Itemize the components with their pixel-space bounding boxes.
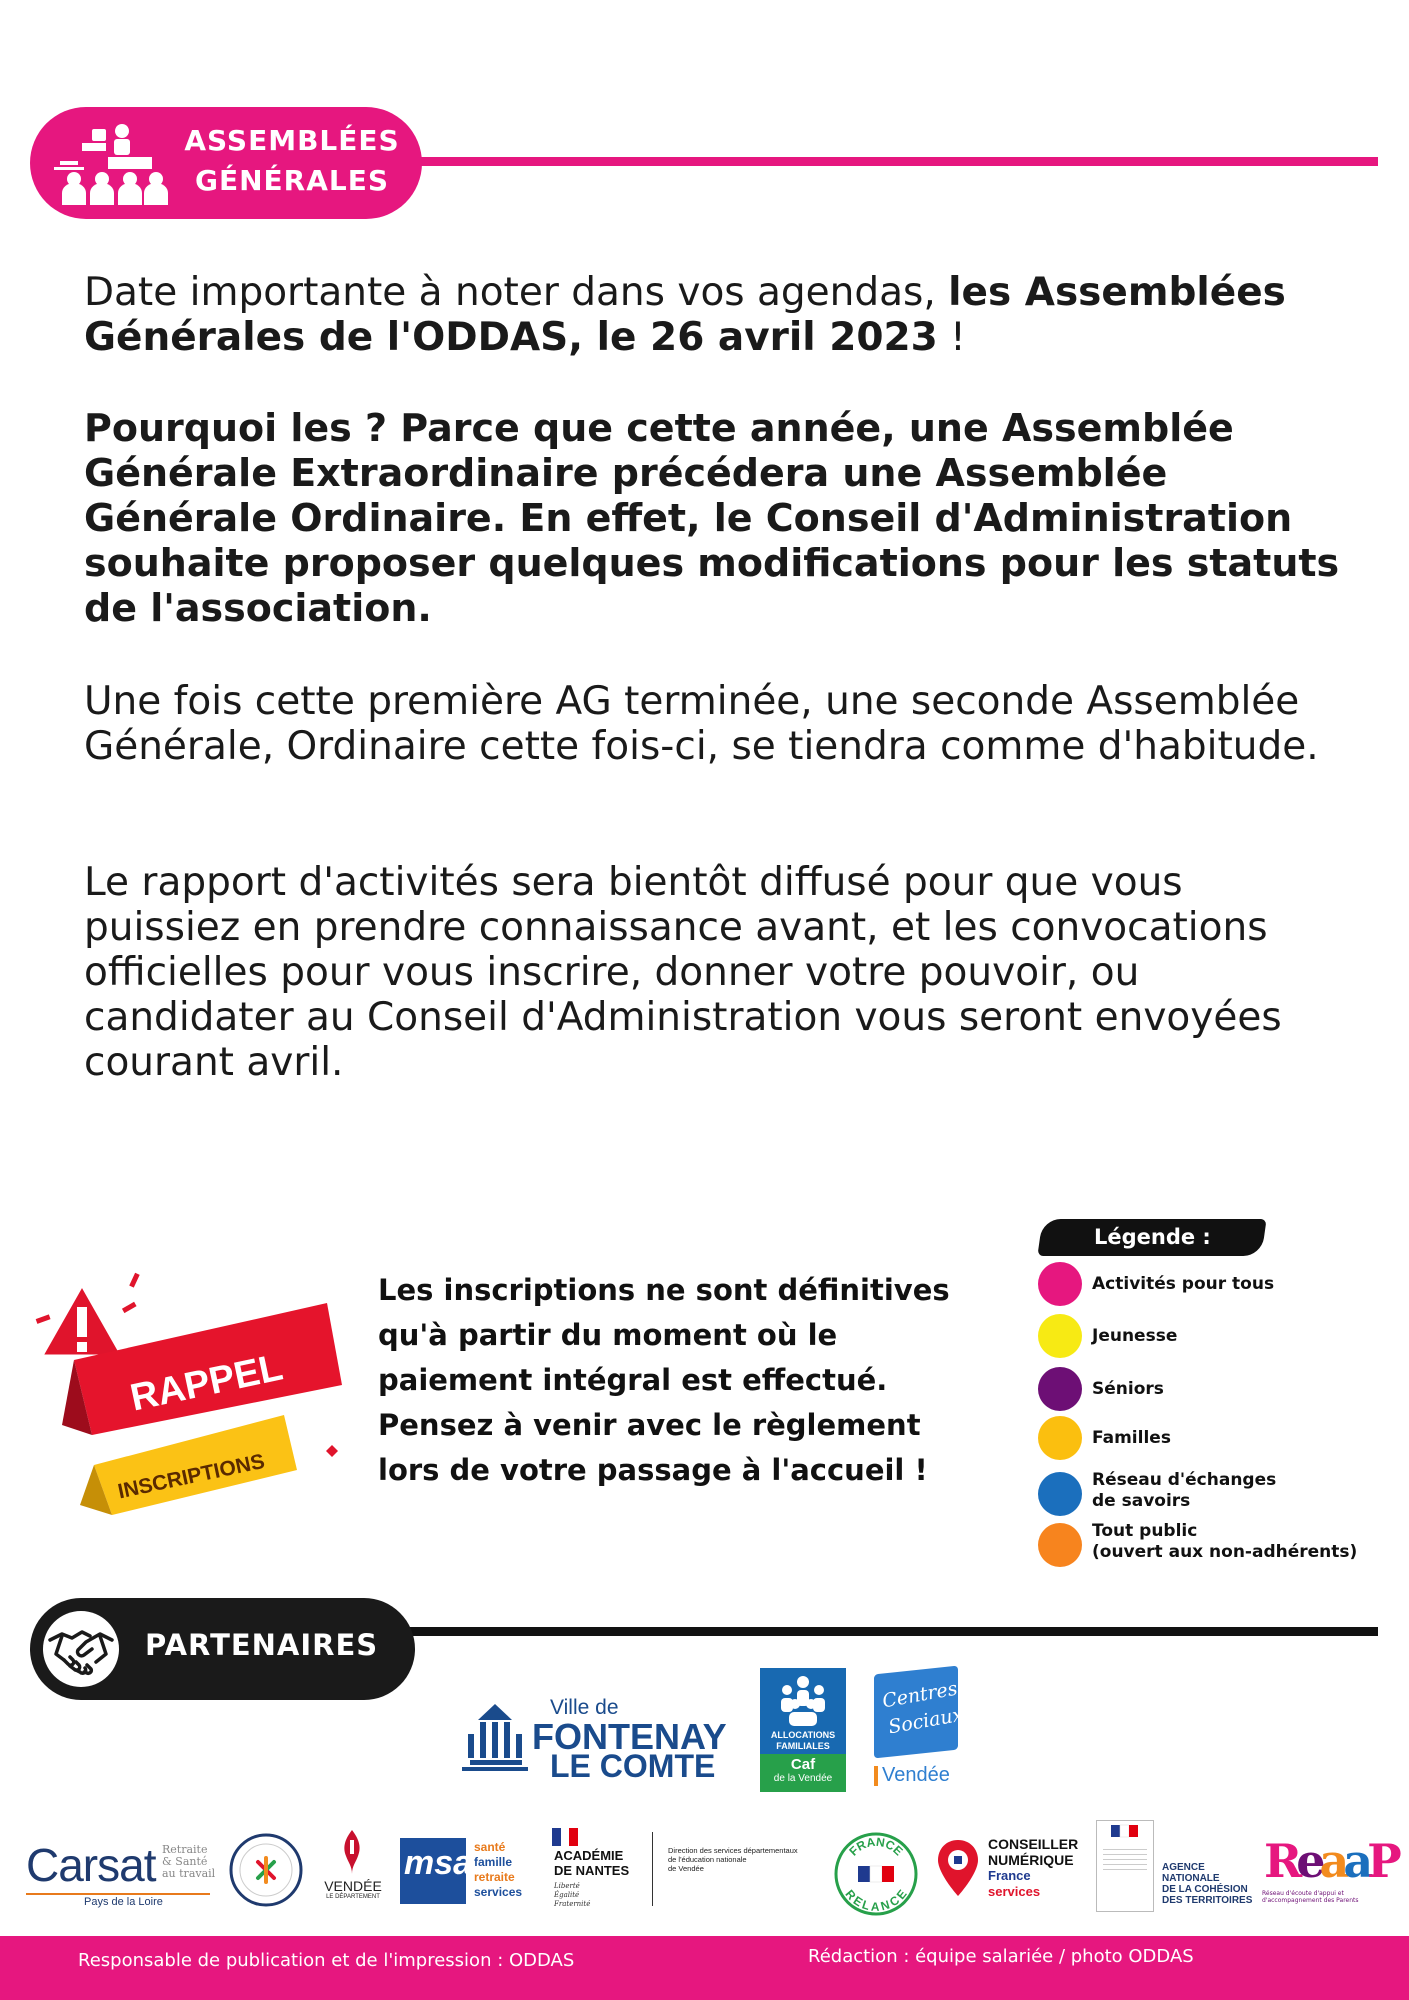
fontenay-line2: FONTENAY bbox=[532, 1716, 727, 1757]
academie-m1: Liberté bbox=[554, 1882, 580, 1890]
rappel-inscriptions-badge bbox=[22, 1265, 352, 1525]
logo-reaap bbox=[1262, 1830, 1396, 1910]
section-header-partenaires bbox=[30, 1598, 415, 1700]
conseiller-l4: services bbox=[988, 1884, 1041, 1899]
logo-centres-sociaux bbox=[872, 1670, 965, 1790]
relance-top-path: FRANCE bbox=[846, 1834, 906, 1859]
caf-line1: ALLOCATIONS bbox=[770, 1730, 836, 1740]
why-paragraph: Pourquoi les ? Parce que cette année, une Assemblée Générale Extraordinaire précédera une Assemblée Générale Ordinaire. En effet, le Conseil d'Administration souhaite proposer quelques modifications pour les statuts de l'association. bbox=[84, 406, 1340, 630]
centres-orange-bar bbox=[874, 1766, 878, 1786]
anct-l2: NATIONALE bbox=[1162, 1873, 1220, 1884]
academie-l2: DE NANTES bbox=[554, 1863, 630, 1878]
logo-msa bbox=[400, 1838, 532, 1906]
carsat-line bbox=[26, 1893, 210, 1895]
legend-label: Réseau d'échanges de savoirs bbox=[1092, 1470, 1277, 1511]
carsat-side3: au travail bbox=[162, 1867, 216, 1880]
carsat-side1: Retraite bbox=[162, 1843, 208, 1856]
section-title-line2: GÉNÉRALES bbox=[194, 164, 390, 197]
msa-l4: services bbox=[474, 1885, 523, 1899]
centres-line3: Vendée bbox=[882, 1764, 950, 1786]
academie-divider bbox=[652, 1832, 653, 1906]
legend-title-text: Légende : bbox=[1093, 1225, 1211, 1249]
legend-title bbox=[1037, 1219, 1266, 1256]
academie-l1: ACADÉMIE bbox=[554, 1848, 624, 1863]
legend-dot-orange bbox=[1038, 1523, 1082, 1567]
logo-fontenay bbox=[458, 1690, 750, 1784]
legend-dot-orange-yellow bbox=[1038, 1416, 1082, 1460]
footer-publication: Responsable de publication et de l'impression : ODDAS bbox=[78, 1950, 575, 1971]
carsat-side bbox=[162, 1844, 215, 1880]
legend-label: Tout public (ouvert aux non-adhérents) bbox=[1092, 1521, 1358, 1562]
dsden-text bbox=[668, 1846, 828, 1873]
rappel-badge-sub: INSCRIPTIONS bbox=[115, 1449, 267, 1504]
conseiller-l2: NUMÉRIQUE bbox=[988, 1852, 1074, 1868]
caf-line2: FAMILIALES bbox=[776, 1741, 830, 1751]
centres-line2: Sociaux bbox=[886, 1703, 965, 1739]
intro-date-highlight: les Assemblées Générales de l'ODDAS, le 26 avril 2023 bbox=[84, 270, 1286, 360]
ministere-logo bbox=[1096, 1820, 1154, 1912]
section-header-assemblees bbox=[30, 107, 422, 219]
label-badge-icon bbox=[228, 1832, 304, 1908]
logo-academie bbox=[552, 1828, 652, 1910]
intro-end: ! bbox=[937, 315, 966, 360]
academie-motto bbox=[554, 1882, 590, 1909]
partners-title: PARTENAIRES bbox=[145, 1628, 379, 1662]
marianne-flag-icon bbox=[552, 1828, 578, 1846]
rappel-badge-main: RAPPEL bbox=[126, 1346, 287, 1420]
vendee-sub: LE DÉPARTEMENT bbox=[326, 1894, 380, 1900]
legend-label: Séniors bbox=[1092, 1379, 1164, 1399]
logo-vendee bbox=[322, 1826, 384, 1908]
anct-l1: AGENCE bbox=[1162, 1862, 1205, 1873]
legend-dot-yellow bbox=[1038, 1314, 1082, 1358]
legend-label: Jeunesse bbox=[1092, 1326, 1178, 1346]
carsat-region: Pays de la Loire bbox=[80, 1896, 167, 1908]
second-ag-paragraph: Une fois cette première AG terminée, une seconde Assemblée Générale, Ordinaire cette fois-ci, se tiendra comme d'habitude. bbox=[84, 679, 1319, 769]
fontenay-line3: LE COMTE bbox=[550, 1748, 716, 1784]
caf-name: Caf bbox=[790, 1756, 816, 1773]
anct-l4: DES TERRITOIRES bbox=[1162, 1895, 1253, 1906]
rappel-text: Les inscriptions ne sont définitives qu'à partir du moment où le paiement intégral est effectué. Pensez à venir avec le règlement lors de votre passage à l'accueil ! bbox=[378, 1273, 950, 1487]
anct-l3: DE LA COHÉSION bbox=[1162, 1884, 1248, 1895]
section-title-line1: ASSEMBLÉES bbox=[184, 124, 400, 157]
legend-label: Activités pour tous bbox=[1092, 1274, 1275, 1294]
academie-m3: Fraternité bbox=[554, 1900, 591, 1908]
legend-dot-pink bbox=[1038, 1262, 1082, 1306]
conseiller-l1: CONSEILLER bbox=[988, 1836, 1079, 1852]
france-relance-logo bbox=[834, 1832, 918, 1916]
dsden-l1: Direction des services départementaux bbox=[668, 1846, 798, 1855]
fontenay-line1: Ville de bbox=[550, 1696, 619, 1719]
location-pin-icon bbox=[936, 1838, 980, 1898]
header-rule bbox=[410, 157, 1378, 166]
legend-label: Familles bbox=[1092, 1428, 1171, 1448]
msa-l1: santé bbox=[474, 1840, 506, 1854]
carsat-side2: & Santé bbox=[162, 1855, 208, 1868]
msa-tagline bbox=[474, 1840, 522, 1900]
caf-green-band bbox=[760, 1754, 846, 1792]
alert-triangle-icon bbox=[40, 1283, 124, 1357]
town-building-icon bbox=[460, 1700, 530, 1772]
relance-bottom-path: RELANCE bbox=[842, 1886, 910, 1914]
logo-carsat bbox=[26, 1838, 216, 1910]
dsden-l2: de l'éducation nationale bbox=[668, 1855, 747, 1864]
assembly-people-icon bbox=[52, 121, 172, 207]
vendee-heart-icon bbox=[338, 1826, 366, 1876]
partners-rule bbox=[410, 1627, 1378, 1636]
academie-m2: Égalité bbox=[554, 1891, 580, 1899]
reaap-sub: Réseau d'écoute d'appui et d'accompagnement des Parents bbox=[1262, 1890, 1359, 1904]
reaap-name: ReaaP bbox=[1264, 1834, 1396, 1888]
dsden-l3: de Vendée bbox=[668, 1864, 704, 1873]
msa-l2: famille bbox=[474, 1855, 513, 1869]
intro-paragraph bbox=[84, 270, 1344, 360]
centres-line1: Centres bbox=[880, 1677, 960, 1713]
academie-name bbox=[554, 1848, 629, 1878]
legend-dot-blue bbox=[1038, 1472, 1082, 1516]
rapport-paragraph: Le rapport d'activités sera bientôt diffusé pour que vous puissiez en prendre connaissance avant, et les convocations officielles pour vous inscrire, donner votre pouvoir, ou candidater au Conseil d'Administration vous seront envoyées courant avril. bbox=[84, 860, 1282, 1085]
anct-text bbox=[1162, 1862, 1252, 1906]
caf-dept: de la Vendée bbox=[773, 1773, 833, 1784]
intro-text: Date importante à noter dans vos agendas, bbox=[84, 270, 949, 315]
handshake-icon bbox=[42, 1610, 120, 1688]
logo-conseiller-numerique bbox=[936, 1836, 1092, 1908]
conseiller-name bbox=[988, 1836, 1078, 1900]
carsat-name: Carsat bbox=[26, 1839, 156, 1891]
msa-name: msa bbox=[404, 1844, 473, 1882]
conseiller-l3: France bbox=[988, 1868, 1031, 1883]
caf-family-icon bbox=[773, 1674, 833, 1730]
section-title bbox=[168, 121, 416, 201]
msa-l3: retraite bbox=[474, 1870, 515, 1884]
footer-redaction: Rédaction : équipe salariée / photo ODDAS bbox=[808, 1946, 1194, 1967]
logo-caf bbox=[760, 1668, 846, 1792]
legend-dot-purple bbox=[1038, 1367, 1082, 1411]
ministere-flag-icon bbox=[1097, 1821, 1153, 1843]
vendee-name: VENDÉE bbox=[324, 1878, 382, 1894]
